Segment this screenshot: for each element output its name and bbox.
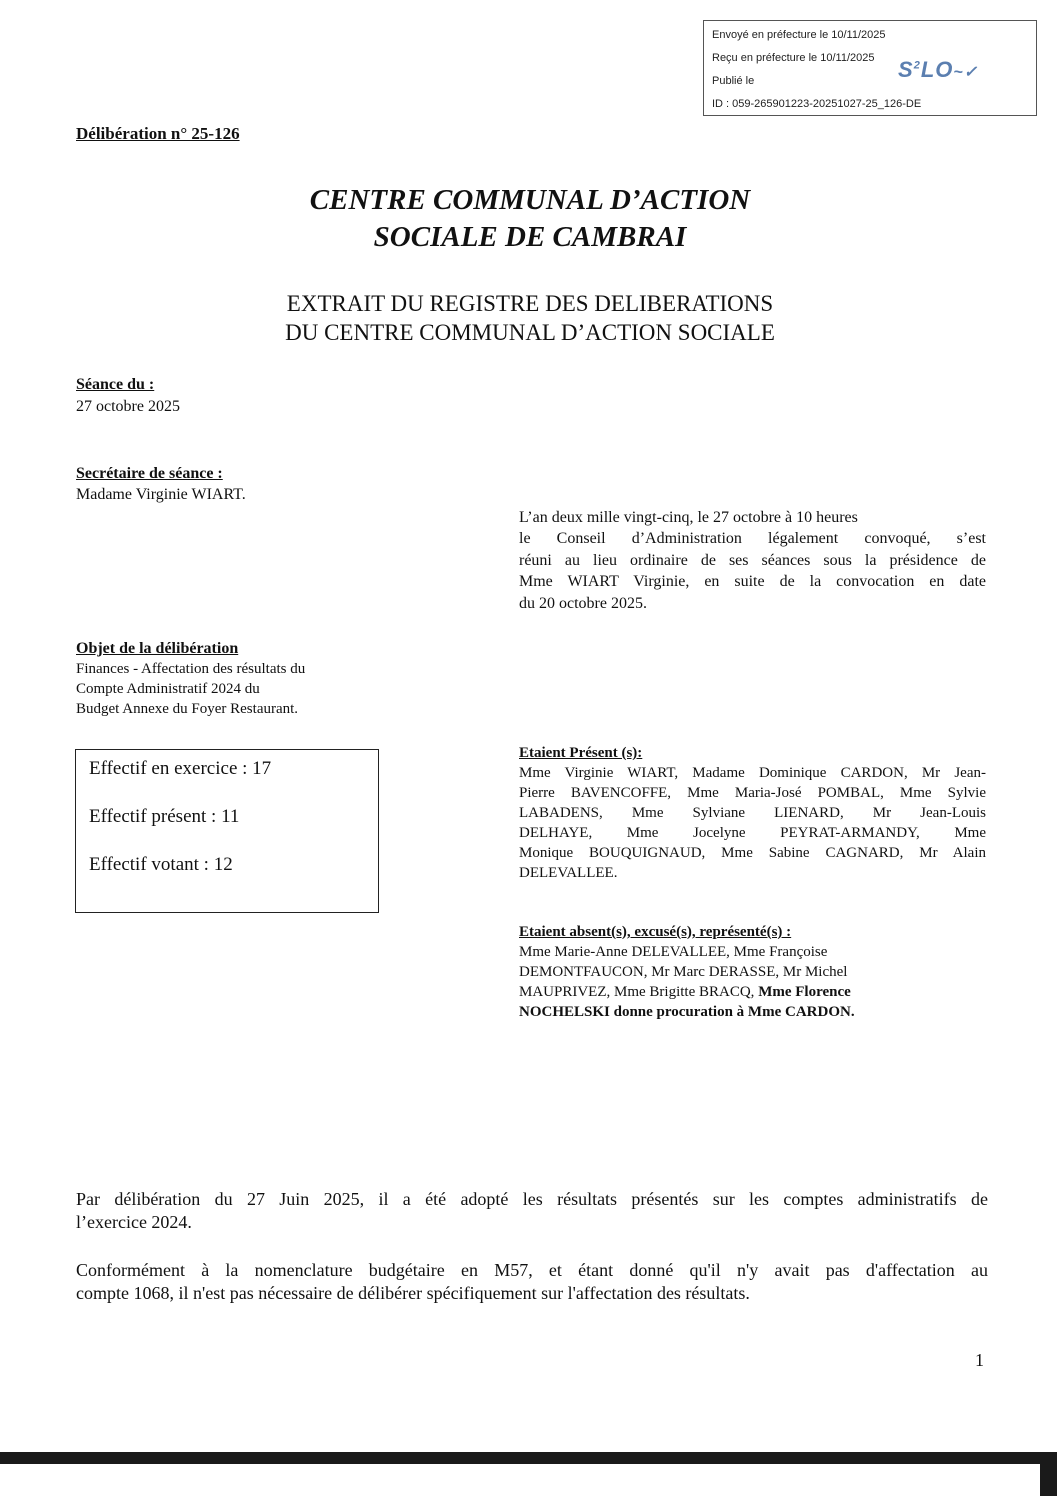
page-title-line2: SOCIALE DE CAMBRAI — [373, 221, 687, 253]
objet-label: Objet de la délibération — [76, 640, 239, 657]
secretaire-label: Secrétaire de séance : — [76, 465, 223, 482]
seance-label: Séance du : — [76, 376, 155, 393]
presents-label: Etaient Présent (s): — [519, 745, 643, 761]
intro-line2: le Conseil d’Administration légalement convoqué, s’est — [519, 530, 986, 547]
objet-line3: Budget Annexe du Foyer Restaurant. — [76, 701, 299, 717]
absents-line1: Mme Marie-Anne DELEVALLEE, Mme Françoise — [519, 944, 828, 960]
intro-line4: Mme WIART Virginie, en suite de la convocation en date — [519, 573, 986, 590]
absents-line3-bold: Mme Florence — [758, 984, 851, 1000]
stamp-publie: Publié le — [712, 75, 755, 87]
absents-label: Etaient absent(s), excusé(s), représenté(s) : — [519, 924, 792, 940]
body-para2-line1: Conformément à la nomenclature budgétaire en M57, et étant donné qu'il n'y avait pas d'affectation au — [76, 1260, 988, 1280]
stamp-id: ID : 059-265901223-20251027-25_126-DE — [712, 98, 922, 110]
absents-line4: NOCHELSKI donne procuration à Mme CARDON. — [519, 1004, 855, 1020]
presents-line1: Mme Virginie WIART, Madame Dominique CARDON, Mr Jean- — [519, 765, 986, 781]
subtitle-line1: EXTRAIT DU REGISTRE DES DELIBERATIONS — [286, 291, 774, 316]
body-para1-line1: Par délibération du 27 Juin 2025, il a été adopté les résultats présentés sur les comptes administratifs de — [76, 1189, 988, 1209]
scan-border-corner — [1040, 1452, 1057, 1496]
presents-line5: Monique BOUQUIGNAUD, Mme Sabine CAGNARD, Mr Alain — [519, 845, 986, 861]
effectif-present: Effectif présent : 11 — [89, 806, 240, 827]
effectif-votant: Effectif votant : 12 — [89, 854, 233, 875]
stamp-recu: Reçu en préfecture le 10/11/2025 — [712, 52, 875, 64]
intro-line1: L’an deux mille vingt-cinq, le 27 octobre à 10 heures — [519, 509, 858, 526]
body-para2-line2: compte 1068, il n'est pas nécessaire de délibérer spécifiquement sur l'affectation des résultats. — [76, 1283, 750, 1303]
s2lo-logo-icon: $S^2LO\sim✓$ — [898, 57, 979, 82]
absents-line3-normal: MAUPRIVEZ, Mme Brigitte BRACQ, — [519, 984, 759, 1000]
presents-line4: DELHAYE, Mme Jocelyne PEYRAT-ARMANDY, Mme — [519, 825, 986, 841]
page-title-line1: CENTRE COMMUNAL D’ACTION — [309, 184, 751, 216]
deliberation-number: Délibération n° 25-126 — [76, 124, 240, 143]
presents-line6: DELEVALLEE. — [519, 865, 618, 881]
presents-line3: LABADENS, Mme Sylviane LIENARD, Mr Jean-Louis — [519, 805, 986, 821]
page-number: 1 — [975, 1350, 984, 1370]
effectif-box — [75, 749, 379, 913]
objet-line2: Compte Administratif 2024 du — [76, 681, 260, 697]
prefecture-stamp — [703, 20, 1037, 116]
absents-line2: DEMONTFAUCON, Mr Marc DERASSE, Mr Michel — [519, 964, 848, 980]
effectif-exercice: Effectif en exercice : 17 — [89, 758, 272, 779]
intro-line3: réuni au lieu ordinaire de ses séances sous la présidence de — [519, 552, 986, 569]
seance-date: 27 octobre 2025 — [76, 398, 180, 415]
body-para1-line2: l’exercice 2024. — [76, 1212, 192, 1232]
objet-line1: Finances - Affectation des résultats du — [76, 661, 306, 677]
absents-line3 — [519, 982, 851, 1002]
secretaire-name: Madame Virginie WIART. — [76, 486, 246, 503]
stamp-envoye: Envoyé en préfecture le 10/11/2025 — [712, 29, 886, 41]
presents-line2: Pierre BAVENCOFFE, Mme Maria-José POMBAL, Mme Sylvie — [519, 785, 986, 801]
intro-line5: du 20 octobre 2025. — [519, 595, 647, 612]
scan-border-bottom — [0, 1452, 1057, 1464]
subtitle-line2: DU CENTRE COMMUNAL D’ACTION SOCIALE — [285, 320, 775, 345]
